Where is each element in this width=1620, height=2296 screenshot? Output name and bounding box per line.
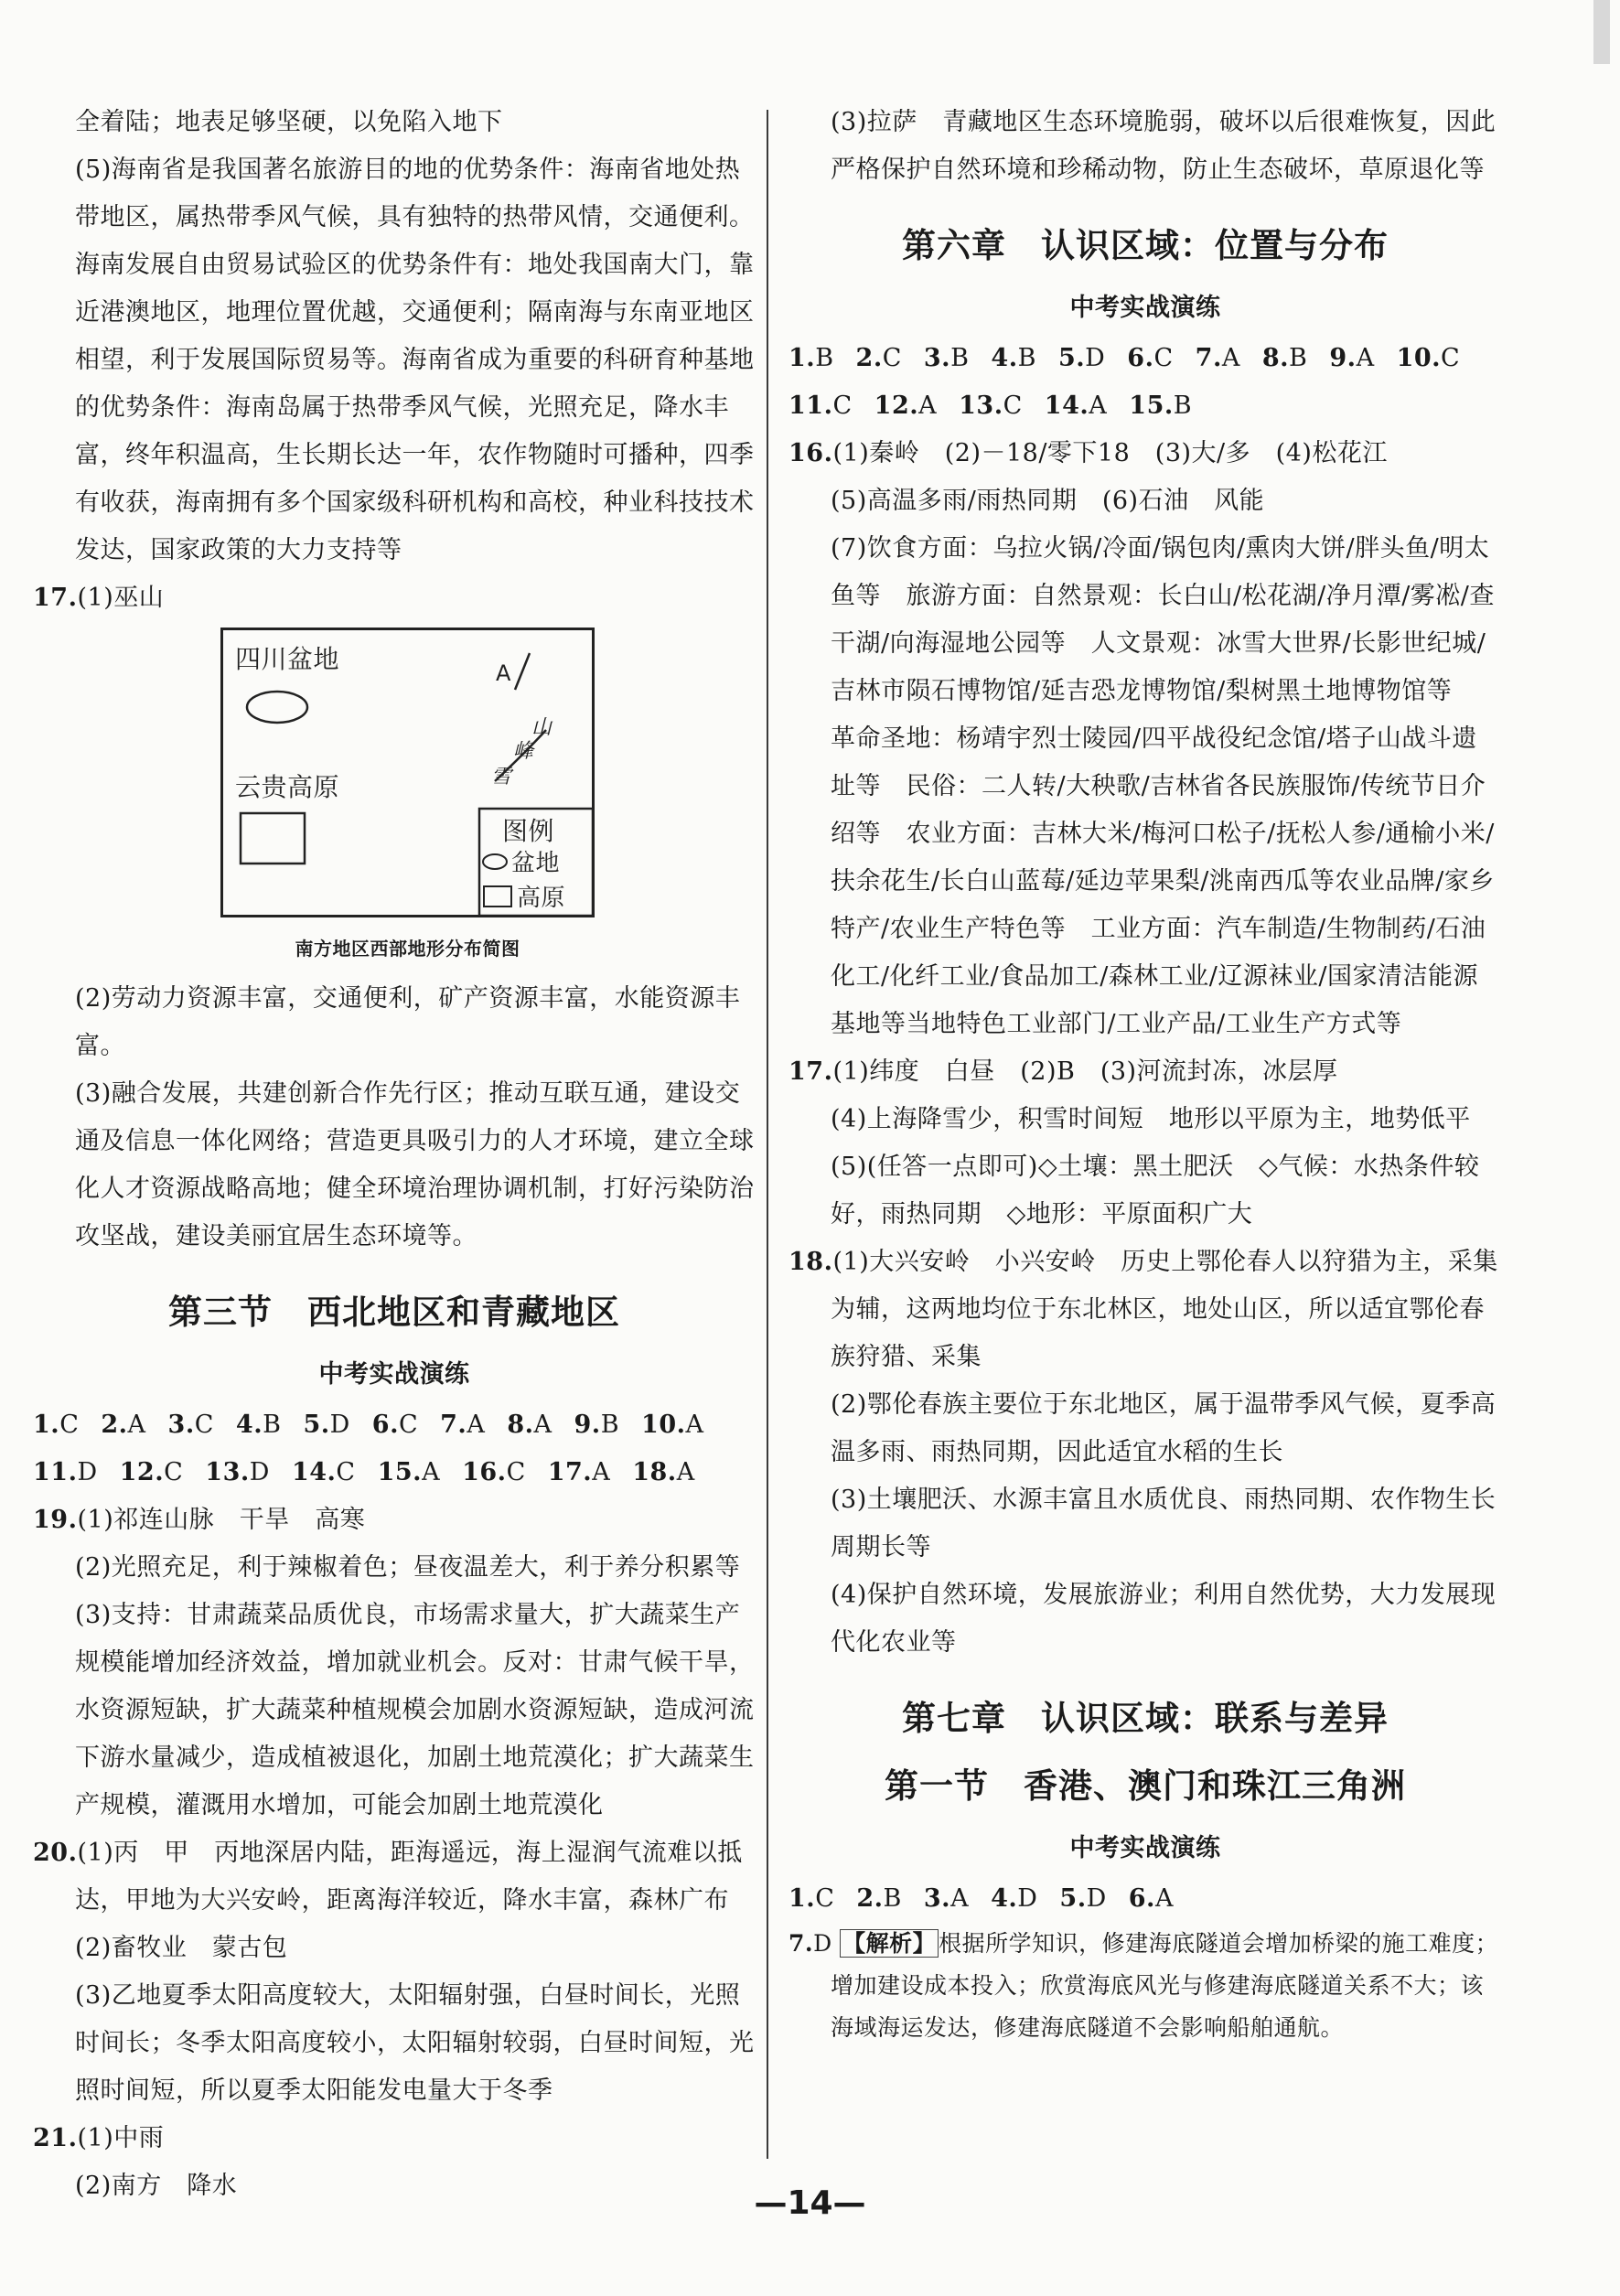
answer-key-item: 18.A — [632, 1458, 695, 1486]
legend-basin-label: 盆地 — [511, 850, 561, 877]
answer-key-item: 3.C — [167, 1411, 214, 1439]
answer-key-item: 10.A — [641, 1411, 704, 1439]
xuefeng-char-2: 峰 — [513, 740, 534, 763]
answer-key-item: 14.C — [291, 1458, 356, 1486]
answer-key-item: 15.B — [1129, 392, 1193, 420]
paragraph: 全着陆；地表足够坚硬，以免陷入地下 — [75, 108, 503, 136]
question-number: 7. — [789, 1930, 814, 1957]
answer-text: (3)融合发展，共建创新合作先行区；推动互联互通，建设交通及信息一体化网络；营造更具吸引力的人才环境，建立全球化人才资源战略高地；健全环境治理协调机制，打好污染防治攻坚战，建设美丽宜居生态环境等。 — [75, 1079, 755, 1250]
answer-key-item: 1.C — [33, 1411, 80, 1439]
paragraph: (5)海南省是我国著名旅游目的地的优势条件：海南省地处热带地区，属热带季风气候，具有独特的热带风情，交通便利。海南发展自由贸易试验区的优势条件有：地处我国南大门，靠近港澳地区，地理位置优越，交通便利；隔南海与东南亚地区相望，利于发展国际贸易等。海南省成为重要的科研育种基地的优势条件：海南岛属于热带季风气候，光照充足，降水丰富，终年积温高，生长期长达一年，农作物随时可播种，四季有收获，海南拥有多个国家级科研机构和高校，种业科技技术发达，国家政策的大力支持等 — [75, 156, 755, 564]
question-number: 16. — [789, 439, 833, 467]
section-title: 第三节 西北地区和青藏地区 — [168, 1292, 620, 1332]
analysis-text: 根据所学知识，修建海底隧道会增加桥梁的施工难度；增加建设成本投入；欣赏海底风光与修建海底隧道关系不大；该海域海运发达，修建海底隧道不会影响船舶通航。 — [831, 1930, 1499, 2041]
answer-key-item: 4.B — [235, 1411, 282, 1439]
drill-title: 中考实战演练 — [1069, 294, 1221, 322]
question-18 — [789, 1239, 1502, 1381]
column-divider — [767, 110, 768, 2159]
answer-key-row — [33, 1449, 756, 1497]
answer-key-item: 11.C — [789, 392, 853, 420]
answer-key-row — [33, 1401, 756, 1449]
answer-key-item: 12.C — [119, 1458, 184, 1486]
drill-title: 中考实战演练 — [1069, 1834, 1221, 1862]
answer-key-item: 2.B — [856, 1884, 902, 1913]
sichuan-basin-label: 四川盆地 — [235, 644, 340, 674]
answer-key-item: 6.C — [1127, 344, 1174, 372]
yungui-plateau-label: 云贵高原 — [235, 772, 340, 802]
question-17 — [789, 1048, 1502, 1096]
answer-text: (2)畜牧业 蒙古包 — [75, 1934, 288, 1962]
question-19 — [33, 1497, 756, 1544]
question-number: 17. — [33, 584, 78, 612]
answer-key-item: 3.B — [923, 344, 970, 372]
question-number: 18. — [789, 1248, 833, 1276]
answer-text: (1)丙 甲 丙地深居内陆，距海遥远，海上湿润气流难以抵达，甲地为大兴安岭，距离海洋较近，降水丰富，森林广布 — [75, 1839, 743, 1915]
plateau-shape — [241, 813, 305, 864]
answer-key-item: 15.A — [377, 1458, 441, 1486]
answer-key-item: 5.D — [1059, 1884, 1107, 1913]
question-20 — [33, 1829, 756, 1925]
answer-text: (2)劳动力资源丰富，交通便利，矿产资源丰富，水能资源丰富。 — [75, 984, 741, 1060]
answer-text: (7)饮食方面：乌拉火锅/冷面/锅包肉/熏肉大饼/胖头鱼/明太鱼等 旅游方面：自然景观：长白山/松花湖/净月潭/雾凇/查干湖/向海湿地公园等 人文景观：冰雪大世界/长影世纪城/吉林市陨石博物馆/延吉恐龙博物馆/梨树黑土地博物馆等 革命圣地：杨靖宇烈士陵园/四平战役纪念馆/塔子山战斗遗址等 民俗：二人转/大秧歌/吉林省各民族服饰/传统节日介绍等 农业方面：吉林大米/梅河口松子/抚松人参/通榆小米/扶余花生/长白山蓝莓/延边苹果梨/洮南西瓜等农业品牌/家乡特产/农业生产特色等 工业方面：汽车制造/生物制药/石油化工/化纤工业/食品加工/森林工业/辽源袜业/国家清洁能源基地等当地特色工业部门/工业产品/工业生产方式等 — [831, 534, 1495, 1038]
answer-key-item: 8.B — [1261, 344, 1308, 372]
point-a-label: A — [496, 660, 511, 686]
answer-text: (1)祁连山脉 干旱 高寒 — [77, 1506, 366, 1534]
answer-text: (1)大兴安岭 小兴安岭 历史上鄂伦春人以狩猎为主，采集为辅，这两地均位于东北林区，地处山区，所以适宜鄂伦春族狩猎、采集 — [831, 1248, 1498, 1371]
answer-key-item: 6.A — [1128, 1884, 1174, 1913]
chapter-title: 第六章 认识区域：位置与分布 — [902, 225, 1389, 265]
answer-text: (1)巫山 — [77, 584, 165, 612]
answer-key-item: 14.A — [1044, 392, 1108, 420]
answer-key-row — [789, 335, 1502, 382]
answer-text: (5)(任答一点即可)◇土壤：黑土肥沃 ◇气候：水热条件较好，雨热同期 ◇地形：平原面积广大 — [831, 1153, 1480, 1228]
legend-title: 图例 — [502, 816, 555, 846]
answer-key-item: 10.C — [1396, 344, 1461, 372]
answer-text: (3)乙地夏季太阳高度较大，太阳辐射强，白昼时间长，光照时间长；冬季太阳高度较小，太阳辐射较弱，白昼时间短，光照时间短，所以夏季太阳能发电量大于冬季 — [75, 1981, 755, 2105]
xuefeng-char-3: 雪 — [491, 766, 512, 789]
question-17 — [33, 574, 756, 622]
drill-title: 中考实战演练 — [318, 1360, 470, 1389]
answer-key-item: 7.A — [1195, 344, 1240, 372]
answer-text: (3)支持：甘肃蔬菜品质优良，市场需求量大，扩大蔬菜生产规模能增加经济效益，增加就业机会。反对：甘肃气候干旱，水资源短缺，扩大蔬菜种植规模会加剧水资源短缺，造成河流下游水量减少，造成植被退化，加剧土地荒漠化；扩大蔬菜生产规模，灌溉用水增加，可能会加剧土地荒漠化 — [75, 1601, 755, 1819]
answer-text: (1)纬度 白昼 (2)B (3)河流封冻，冰层厚 — [832, 1057, 1338, 1086]
legend-basin-symbol — [483, 854, 507, 869]
section-title: 第一节 香港、澳门和珠江三角洲 — [885, 1765, 1406, 1806]
right-column — [789, 99, 1502, 2049]
answer-key-item: 1.C — [789, 1884, 835, 1913]
answer-text: (2)光照充足，利于辣椒着色；昼夜温差大，利于养分积累等 — [75, 1553, 741, 1582]
answer-text: (2)鄂伦春族主要位于东北地区，属于温带季风气候，夏季高温多雨、雨热同期，因此适宜水稻的生长 — [831, 1390, 1497, 1466]
answer-text: (5)高温多雨/雨热同期 (6)石油 风能 — [831, 487, 1265, 515]
answer-text: (3)土壤肥沃、水源丰富且水质优良、雨热同期、农作物生长周期长等 — [831, 1486, 1497, 1561]
answer-key-item: 7.A — [440, 1411, 486, 1439]
answer-key-item: 9.A — [1329, 344, 1375, 372]
answer-text: (4)保护自然环境，发展旅游业；利用自然优势，大力发展现代化农业等 — [831, 1581, 1497, 1657]
answer-text: (1)中雨 — [77, 2124, 165, 2152]
answer-key-row — [789, 382, 1502, 430]
answer-key-item: 8.A — [507, 1411, 553, 1439]
terrain-map — [220, 628, 595, 917]
question-number: 19. — [33, 1506, 78, 1534]
question-number: 17. — [789, 1057, 833, 1086]
answer-text: (4)上海降雪少，积雪时间短 地形以平原为主，地势低平 — [831, 1105, 1471, 1133]
analysis-tag: 【解析】 — [840, 1929, 939, 1958]
answer-key-item: 13.D — [205, 1458, 270, 1486]
answer-key-item: 4.B — [991, 344, 1036, 372]
answer-letter: D — [813, 1930, 832, 1957]
chapter-title: 第七章 认识区域：联系与差异 — [902, 1698, 1389, 1738]
legend-plateau-label: 高原 — [517, 885, 566, 912]
answer-key-item: 2.A — [101, 1411, 146, 1439]
answer-key-item: 1.B — [789, 344, 834, 372]
answer-key-item: 17.A — [547, 1458, 611, 1486]
answer-key-item: 16.C — [462, 1458, 526, 1486]
basin-shape — [247, 692, 307, 723]
paragraph: (3)拉萨 青藏地区生态环境脆弱，破坏以后很难恢复，因此严格保护自然环境和珍稀动物，防止生态破坏，草原退化等 — [831, 108, 1497, 184]
answer-key-item: 9.B — [574, 1411, 620, 1439]
question-21 — [33, 2115, 756, 2162]
page-number: —14— — [754, 2184, 866, 2222]
answer-key-item: 12.A — [874, 392, 938, 420]
answer-text: (2)南方 降水 — [75, 2172, 238, 2200]
question-number: 21. — [33, 2124, 78, 2152]
question-16 — [789, 430, 1502, 477]
answer-key-item: 5.D — [303, 1411, 350, 1439]
terrain-figure — [33, 628, 756, 975]
mountain-line-a — [515, 653, 530, 690]
answer-key-item: 5.D — [1057, 344, 1106, 372]
answer-key-item: 11.D — [33, 1458, 98, 1486]
question-number: 20. — [33, 1839, 78, 1867]
legend-plateau-symbol — [484, 886, 511, 907]
page-edge-mark — [1593, 0, 1610, 64]
answer-key-item: 13.C — [959, 392, 1023, 420]
xuefeng-char-1: 山 — [531, 716, 553, 739]
figure-caption: 南方地区西部地形分布简图 — [295, 938, 520, 960]
left-column — [33, 99, 756, 2210]
answer-key-item: 4.D — [991, 1884, 1038, 1913]
answer-key-item: 3.A — [923, 1884, 970, 1913]
answer-key-item: 6.C — [371, 1411, 419, 1439]
answer-text: (1)秦岭 (2)－18/零下18 (3)大/多 (4)松花江 — [832, 439, 1388, 467]
question-7 — [789, 1923, 1502, 2049]
answer-key-item: 2.C — [855, 344, 902, 372]
answer-key-row — [789, 1875, 1502, 1923]
